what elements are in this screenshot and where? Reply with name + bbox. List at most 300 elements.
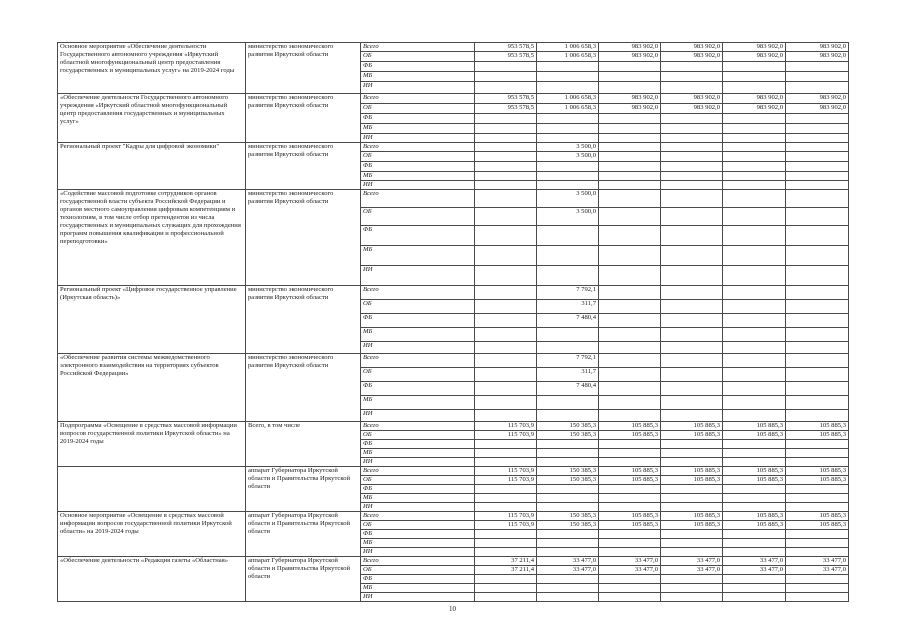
funding-source-cell: ОБ [361, 152, 475, 162]
amount-cell [786, 530, 849, 539]
amount-cell [786, 354, 849, 368]
amount-cell [786, 143, 849, 152]
amount-cell [537, 503, 599, 512]
funding-source-cell: Всего [361, 557, 475, 566]
amount-cell [537, 342, 599, 354]
amount-cell [475, 354, 537, 368]
amount-cell [599, 368, 661, 382]
amount-cell: 105 885,3 [661, 422, 723, 431]
amount-cell: 983 902,0 [599, 104, 661, 114]
amount-cell [475, 575, 537, 584]
amount-cell [786, 266, 849, 286]
amount-cell: 983 902,0 [786, 104, 849, 114]
funding-source-cell: ИИ [361, 548, 475, 557]
amount-cell [661, 575, 723, 584]
amount-cell: 150 385,3 [537, 422, 599, 431]
amount-cell [599, 539, 661, 548]
amount-cell: 105 885,3 [661, 467, 723, 476]
responsible-executor-cell: министерство экономического развития Иркутской области [246, 94, 361, 143]
activity-name-cell: Подпрограмма «Освещение в средствах массовой информации вопросов государственной политики Иркутской области» на 2019-2024 годы [58, 422, 246, 467]
amount-cell: 7 480,4 [537, 382, 599, 396]
funding-source-cell: ФБ [361, 62, 475, 72]
amount-cell [537, 72, 599, 82]
amount-cell [661, 449, 723, 458]
activity-name-cell: Основное мероприятие «Освещение в средствах массовой информации вопросов государственной политики Иркутской области» на 2019-2024 годы [58, 512, 246, 557]
amount-cell: 105 885,3 [599, 521, 661, 530]
amount-cell [786, 584, 849, 593]
amount-cell [599, 485, 661, 494]
funding-source-cell: ОБ [361, 566, 475, 575]
amount-cell: 311,7 [537, 368, 599, 382]
amount-cell [537, 124, 599, 134]
funding-source-cell: ИИ [361, 593, 475, 602]
activity-name-cell: Региональный проект "Кадры для цифровой экономики" [58, 143, 246, 190]
table-row [58, 94, 849, 104]
amount-cell: 105 885,3 [786, 431, 849, 440]
amount-cell [599, 503, 661, 512]
funding-source-cell: ОБ [361, 52, 475, 62]
amount-cell: 150 385,3 [537, 476, 599, 485]
amount-cell: 3 500,0 [537, 190, 599, 208]
funding-source-cell: ОБ [361, 104, 475, 114]
amount-cell [661, 143, 723, 152]
amount-cell [661, 172, 723, 181]
funding-source-cell: ОБ [361, 368, 475, 382]
amount-cell: 150 385,3 [537, 467, 599, 476]
activity-name-cell: «Содействие массовой подготовке сотрудников органов государственной власти субъекта Российской Федерации и органов местного самоуправления цифровым компетенциям и технологиям, в том числе отбор претендентов из числа государственных и муниципальных служащих для прохождения программ повышения квалификации и профессиональной переподготовки» [58, 190, 246, 286]
amount-cell [723, 354, 786, 368]
amount-cell [723, 114, 786, 124]
amount-cell [723, 485, 786, 494]
amount-cell [599, 584, 661, 593]
amount-cell [723, 286, 786, 300]
activity-name-cell: Региональный проект «Цифровое государственное управление (Иркутская область)» [58, 286, 246, 354]
funding-source-cell: ИИ [361, 342, 475, 354]
funding-source-cell: МБ [361, 449, 475, 458]
amount-cell [661, 530, 723, 539]
amount-cell [723, 396, 786, 410]
amount-cell [723, 440, 786, 449]
amount-cell [723, 382, 786, 396]
amount-cell [661, 548, 723, 557]
amount-cell [475, 124, 537, 134]
funding-source-cell: ФБ [361, 440, 475, 449]
amount-cell [475, 134, 537, 143]
responsible-executor-cell: министерство экономического развития Иркутской области [246, 190, 361, 286]
activity-name-cell: «Обеспечение деятельности Государственного автономного учреждения «Иркутский областной многофункциональный центр предоставления государственных и муниципальных услуг» [58, 94, 246, 143]
amount-cell [723, 143, 786, 152]
amount-cell [475, 314, 537, 328]
amount-cell [661, 124, 723, 134]
amount-cell [723, 314, 786, 328]
amount-cell [537, 410, 599, 422]
amount-cell [599, 134, 661, 143]
funding-source-cell: ФБ [361, 382, 475, 396]
amount-cell [537, 539, 599, 548]
amount-cell: 33 477,0 [537, 557, 599, 566]
amount-cell: 105 885,3 [786, 467, 849, 476]
amount-cell [599, 440, 661, 449]
amount-cell: 105 885,3 [599, 431, 661, 440]
amount-cell: 105 885,3 [723, 467, 786, 476]
amount-cell [723, 593, 786, 602]
funding-source-cell: МБ [361, 494, 475, 503]
amount-cell: 983 902,0 [786, 94, 849, 104]
amount-cell [786, 300, 849, 314]
amount-cell [537, 584, 599, 593]
amount-cell [475, 494, 537, 503]
funding-source-cell: ИИ [361, 458, 475, 467]
amount-cell: 983 902,0 [723, 104, 786, 114]
funding-source-cell: ОБ [361, 476, 475, 485]
amount-cell [475, 539, 537, 548]
amount-cell [723, 172, 786, 181]
budget-table [57, 42, 849, 602]
amount-cell [599, 62, 661, 72]
amount-cell [661, 494, 723, 503]
amount-cell [537, 62, 599, 72]
amount-cell [786, 410, 849, 422]
amount-cell [475, 143, 537, 152]
amount-cell: 983 902,0 [599, 43, 661, 52]
funding-source-cell: ОБ [361, 521, 475, 530]
amount-cell: 953 578,5 [475, 52, 537, 62]
responsible-executor-cell: министерство экономического развития Иркутской области [246, 286, 361, 354]
amount-cell [599, 208, 661, 226]
amount-cell: 105 885,3 [786, 422, 849, 431]
amount-cell: 115 703,9 [475, 521, 537, 530]
amount-cell [661, 152, 723, 162]
funding-source-cell: Всего [361, 354, 475, 368]
amount-cell [723, 530, 786, 539]
amount-cell [786, 62, 849, 72]
amount-cell [475, 286, 537, 300]
amount-cell [599, 246, 661, 266]
amount-cell [599, 328, 661, 342]
amount-cell [537, 494, 599, 503]
amount-cell [537, 440, 599, 449]
table-row [58, 286, 849, 300]
funding-source-cell: Всего [361, 512, 475, 521]
amount-cell [661, 410, 723, 422]
amount-cell: 37 211,4 [475, 566, 537, 575]
amount-cell: 33 477,0 [599, 566, 661, 575]
amount-cell [475, 246, 537, 266]
amount-cell [786, 181, 849, 190]
amount-cell: 33 477,0 [786, 557, 849, 566]
funding-source-cell: ОБ [361, 208, 475, 226]
amount-cell [599, 530, 661, 539]
amount-cell [661, 181, 723, 190]
amount-cell [475, 382, 537, 396]
amount-cell [475, 266, 537, 286]
funding-source-cell: ИИ [361, 82, 475, 94]
funding-source-cell: ОБ [361, 431, 475, 440]
amount-cell [599, 152, 661, 162]
amount-cell [475, 485, 537, 494]
amount-cell [661, 286, 723, 300]
amount-cell [723, 152, 786, 162]
responsible-executor-cell: министерство экономического развития Иркутской области [246, 143, 361, 190]
amount-cell [599, 575, 661, 584]
amount-cell [599, 314, 661, 328]
amount-cell [599, 494, 661, 503]
amount-cell [786, 124, 849, 134]
amount-cell: 3 500,0 [537, 152, 599, 162]
amount-cell [786, 114, 849, 124]
amount-cell [723, 62, 786, 72]
amount-cell [723, 134, 786, 143]
amount-cell: 983 902,0 [661, 43, 723, 52]
amount-cell [661, 62, 723, 72]
amount-cell: 115 703,9 [475, 512, 537, 521]
amount-cell: 1 006 658,3 [537, 94, 599, 104]
funding-source-cell: ОБ [361, 300, 475, 314]
amount-cell [661, 503, 723, 512]
amount-cell [537, 82, 599, 94]
amount-cell [537, 575, 599, 584]
funding-source-cell: МБ [361, 72, 475, 82]
funding-source-cell: ФБ [361, 575, 475, 584]
amount-cell [661, 396, 723, 410]
funding-source-cell: МБ [361, 124, 475, 134]
amount-cell [661, 226, 723, 246]
funding-source-cell: ФБ [361, 314, 475, 328]
amount-cell: 1 006 658,3 [537, 104, 599, 114]
funding-source-cell: ФБ [361, 530, 475, 539]
amount-cell [786, 190, 849, 208]
amount-cell: 150 385,3 [537, 431, 599, 440]
amount-cell: 953 578,5 [475, 94, 537, 104]
table-row [58, 143, 849, 152]
amount-cell [661, 314, 723, 328]
amount-cell [661, 539, 723, 548]
amount-cell [537, 328, 599, 342]
amount-cell [537, 449, 599, 458]
amount-cell [786, 342, 849, 354]
amount-cell [475, 226, 537, 246]
table-row [58, 43, 849, 52]
amount-cell [786, 485, 849, 494]
amount-cell [786, 82, 849, 94]
amount-cell: 983 902,0 [661, 104, 723, 114]
amount-cell [661, 190, 723, 208]
amount-cell: 1 006 658,3 [537, 43, 599, 52]
funding-source-cell: Всего [361, 143, 475, 152]
amount-cell [537, 548, 599, 557]
amount-cell [723, 226, 786, 246]
amount-cell [475, 72, 537, 82]
amount-cell [723, 410, 786, 422]
funding-source-cell: ИИ [361, 181, 475, 190]
amount-cell [599, 114, 661, 124]
funding-source-cell: Всего [361, 190, 475, 208]
amount-cell [475, 82, 537, 94]
amount-cell [786, 162, 849, 172]
amount-cell: 105 885,3 [661, 476, 723, 485]
amount-cell: 105 885,3 [723, 476, 786, 485]
amount-cell [475, 190, 537, 208]
amount-cell [475, 152, 537, 162]
amount-cell [723, 328, 786, 342]
amount-cell [723, 494, 786, 503]
amount-cell [475, 208, 537, 226]
funding-source-cell: Всего [361, 286, 475, 300]
responsible-executor-cell: Всего, в том числе [246, 422, 361, 467]
amount-cell [475, 300, 537, 314]
amount-cell [537, 396, 599, 410]
amount-cell [599, 548, 661, 557]
funding-source-cell: ФБ [361, 485, 475, 494]
amount-cell: 150 385,3 [537, 521, 599, 530]
activity-name-cell: «Обеспечение развития системы межведомственного электронного взаимодействия на территориях субъектов Российской Федерации» [58, 354, 246, 422]
amount-cell [723, 124, 786, 134]
amount-cell [599, 143, 661, 152]
amount-cell [599, 449, 661, 458]
responsible-executor-cell: аппарат Губернатора Иркутской области и Правительства Иркутской области [246, 557, 361, 602]
amount-cell: 115 703,9 [475, 476, 537, 485]
amount-cell: 953 578,5 [475, 43, 537, 52]
amount-cell [723, 503, 786, 512]
responsible-executor-cell: министерство экономического развития Иркутской области [246, 43, 361, 94]
amount-cell [599, 172, 661, 181]
funding-source-cell: ФБ [361, 226, 475, 246]
amount-cell: 311,7 [537, 300, 599, 314]
amount-cell: 983 902,0 [661, 94, 723, 104]
amount-cell [475, 584, 537, 593]
amount-cell: 105 885,3 [661, 512, 723, 521]
amount-cell [723, 539, 786, 548]
amount-cell [475, 114, 537, 124]
amount-cell [475, 368, 537, 382]
amount-cell [475, 162, 537, 172]
amount-cell [599, 82, 661, 94]
responsible-executor-cell: аппарат Губернатора Иркутской области и Правительства Иркутской области [246, 512, 361, 557]
amount-cell [537, 485, 599, 494]
amount-cell [475, 181, 537, 190]
amount-cell [599, 226, 661, 246]
amount-cell [786, 396, 849, 410]
amount-cell [786, 286, 849, 300]
table-row [58, 557, 849, 566]
amount-cell [723, 162, 786, 172]
amount-cell [723, 82, 786, 94]
amount-cell [599, 181, 661, 190]
amount-cell [786, 440, 849, 449]
amount-cell [723, 449, 786, 458]
amount-cell [537, 114, 599, 124]
table-row [58, 467, 849, 476]
funding-source-cell: МБ [361, 328, 475, 342]
funding-source-cell: ИИ [361, 503, 475, 512]
amount-cell [786, 575, 849, 584]
activity-name-cell: «Обеспечение деятельности «Редакция газеты «Областная» [58, 557, 246, 602]
amount-cell [599, 354, 661, 368]
amount-cell [537, 162, 599, 172]
amount-cell [475, 172, 537, 181]
amount-cell [475, 503, 537, 512]
funding-source-cell: Всего [361, 422, 475, 431]
amount-cell: 7 480,4 [537, 314, 599, 328]
amount-cell: 105 885,3 [599, 422, 661, 431]
amount-cell [786, 503, 849, 512]
amount-cell: 33 477,0 [599, 557, 661, 566]
amount-cell: 33 477,0 [723, 566, 786, 575]
activity-name-cell [58, 467, 246, 512]
amount-cell [723, 575, 786, 584]
amount-cell: 115 703,9 [475, 467, 537, 476]
amount-cell [537, 458, 599, 467]
amount-cell [661, 354, 723, 368]
amount-cell [786, 246, 849, 266]
amount-cell [537, 246, 599, 266]
amount-cell [661, 266, 723, 286]
amount-cell [599, 396, 661, 410]
amount-cell: 105 885,3 [723, 422, 786, 431]
amount-cell [475, 410, 537, 422]
amount-cell: 37 211,4 [475, 557, 537, 566]
amount-cell [786, 152, 849, 162]
amount-cell: 105 885,3 [723, 431, 786, 440]
table-row [58, 422, 849, 431]
activity-name-cell: Основное мероприятие «Обеспечение деятельности Государственного автономного учреждения «Иркутский областной многофункциональный центр предоставления государственных и муниципальных услуг» на 2019-2024 годы [58, 43, 246, 94]
amount-cell [599, 266, 661, 286]
amount-cell: 33 477,0 [661, 566, 723, 575]
amount-cell [786, 72, 849, 82]
amount-cell: 983 902,0 [661, 52, 723, 62]
amount-cell [661, 162, 723, 172]
amount-cell [599, 286, 661, 300]
amount-cell [723, 342, 786, 354]
table-row [58, 354, 849, 368]
amount-cell [661, 593, 723, 602]
amount-cell: 983 902,0 [723, 43, 786, 52]
amount-cell: 105 885,3 [723, 512, 786, 521]
amount-cell: 33 477,0 [661, 557, 723, 566]
amount-cell [786, 548, 849, 557]
amount-cell [661, 328, 723, 342]
table-row [58, 512, 849, 521]
amount-cell: 1 006 658,3 [537, 52, 599, 62]
amount-cell [786, 134, 849, 143]
amount-cell [786, 226, 849, 246]
amount-cell: 115 703,9 [475, 431, 537, 440]
amount-cell [786, 382, 849, 396]
amount-cell [661, 246, 723, 266]
amount-cell [537, 226, 599, 246]
amount-cell [537, 266, 599, 286]
amount-cell: 7 792,1 [537, 354, 599, 368]
amount-cell [599, 300, 661, 314]
amount-cell: 33 477,0 [786, 566, 849, 575]
amount-cell: 7 792,1 [537, 286, 599, 300]
funding-source-cell: ФБ [361, 114, 475, 124]
amount-cell [661, 382, 723, 396]
amount-cell [661, 485, 723, 494]
funding-source-cell: ИИ [361, 410, 475, 422]
amount-cell: 983 902,0 [723, 94, 786, 104]
amount-cell [723, 246, 786, 266]
page-number: 10 [449, 605, 456, 613]
amount-cell: 105 885,3 [599, 476, 661, 485]
amount-cell: 33 477,0 [723, 557, 786, 566]
amount-cell [661, 82, 723, 94]
funding-source-cell: ИИ [361, 134, 475, 143]
funding-source-cell: МБ [361, 172, 475, 181]
amount-cell [786, 539, 849, 548]
amount-cell [599, 342, 661, 354]
budget-table-page [57, 42, 848, 602]
